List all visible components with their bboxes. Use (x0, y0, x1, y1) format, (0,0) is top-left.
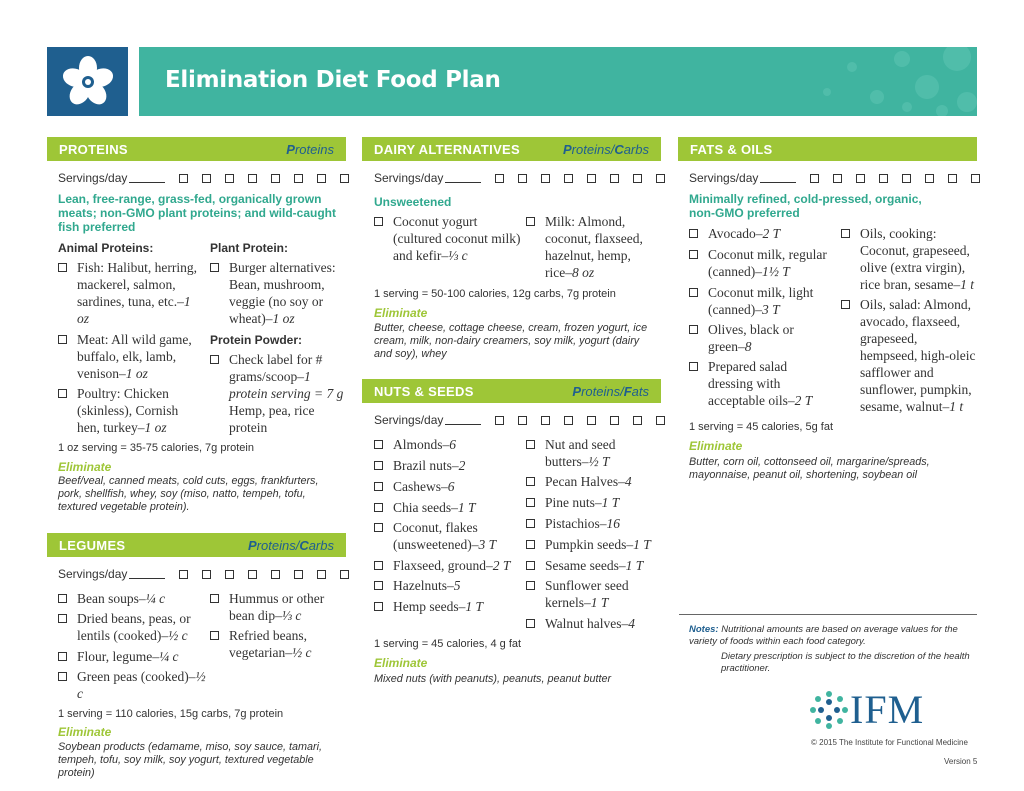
fats-serving-info: 1 serving = 45 calories, 5g fat (689, 421, 833, 433)
dairy-header (362, 137, 661, 161)
checkbox[interactable] (689, 325, 698, 334)
checkbox[interactable] (526, 519, 535, 528)
serving-checkbox[interactable] (656, 174, 665, 183)
food-item[interactable]: Refried beans, vegetarian–½ c (210, 627, 346, 661)
ifm-wordmark: IFM (850, 687, 925, 732)
checkbox[interactable] (526, 619, 535, 628)
checkbox[interactable] (374, 461, 383, 470)
food-item[interactable]: Poultry: Chicken (skinless), Cornish hen, turkey–1 oz (58, 385, 203, 436)
food-item[interactable]: Olives, black or green–8 (689, 321, 819, 355)
food-item[interactable]: Flour, legume–¼ c (58, 648, 208, 665)
fats-eliminate-label: Eliminate (689, 439, 743, 453)
serving-checkbox[interactable] (925, 174, 934, 183)
proteins-eliminate-label: Eliminate (58, 460, 112, 474)
ifm-logo (808, 686, 924, 733)
checkbox[interactable] (58, 263, 67, 272)
dairy-serving-info: 1 serving = 50-100 calories, 12g carbs, 7g protein (374, 288, 616, 300)
food-item[interactable]: Cashews–6 (374, 478, 524, 495)
notes-line-2: Dietary prescription is subject to the discretion of the health practitioner. (721, 651, 970, 674)
checkbox[interactable] (210, 355, 219, 364)
serving-checkbox[interactable] (248, 570, 257, 579)
plant-protein-heading: Plant Protein: (210, 241, 289, 255)
fats-title: FATS & OILS (690, 141, 773, 157)
dairy-title: DAIRY ALTERNATIVES (374, 141, 521, 157)
title-bar (139, 47, 977, 116)
food-item[interactable]: Fish: Halibut, herring, mackerel, salmon, sardines, tuna, etc.–1 oz (58, 259, 203, 327)
food-item[interactable]: Nut and seed butters–½ T (526, 436, 658, 470)
dairy-note: Unsweetened (374, 195, 452, 209)
checkbox[interactable] (374, 440, 383, 449)
flower-logo (47, 47, 128, 116)
checkbox[interactable] (374, 581, 383, 590)
checkbox[interactable] (689, 288, 698, 297)
serving-checkbox[interactable] (587, 174, 596, 183)
serving-checkbox[interactable] (948, 174, 957, 183)
serving-checkbox[interactable] (294, 174, 303, 183)
food-item[interactable]: Pumpkin seeds–1 T (526, 536, 662, 553)
serving-checkbox[interactable] (856, 174, 865, 183)
dairy-servings: Servings/day (374, 171, 665, 185)
fats-note: Minimally refined, cold-pressed, organic, non-GMO preferred (689, 192, 922, 220)
fats-servings: Servings/day (689, 171, 980, 185)
proteins-eliminate-text: Beef/veal, canned meats, cold cuts, eggs, frankfurters, pork, shellfish, whey, soy (miso, natto, tempeh, tofu, textured vegetable protein). (58, 475, 319, 513)
ifm-emblem-icon (808, 689, 850, 731)
food-item[interactable]: Oils, salad: Almond, avocado, flaxseed, grapeseed, hempseed, high-oleic safflower and sunflower, pumpkin, sesame, walnut–1 t (841, 296, 977, 415)
nuts-eliminate-text: Mixed nuts (with peanuts), peanuts, peanut butter (374, 673, 612, 685)
nuts-header (362, 379, 661, 403)
food-item[interactable]: Sesame seeds–1 T (526, 557, 658, 574)
serving-checkbox[interactable] (610, 174, 619, 183)
checkbox[interactable] (210, 631, 219, 640)
serving-checkbox[interactable] (633, 174, 642, 183)
flower-icon (58, 54, 118, 110)
checkbox[interactable] (58, 335, 67, 344)
checkbox[interactable] (526, 581, 535, 590)
checkbox[interactable] (374, 523, 383, 532)
checkbox[interactable] (689, 229, 698, 238)
nuts-eliminate-label: Eliminate (374, 656, 428, 670)
serving-checkbox[interactable] (202, 174, 211, 183)
checkbox[interactable] (210, 263, 219, 272)
proteins-note: Lean, free-range, grass-fed, organically grown meats; non-GMO plant proteins; and wild-caught fish preferred (58, 192, 336, 234)
proteins-header (47, 137, 346, 161)
food-item[interactable]: Dried beans, peas, or lentils (cooked)–½ c (58, 610, 208, 644)
food-item[interactable]: Pistachios–16 (526, 515, 658, 532)
checkbox[interactable] (526, 498, 535, 507)
serving-checkbox[interactable] (294, 570, 303, 579)
food-item[interactable]: Check label for # grams/scoop–1 protein serving = 7 g Hemp, pea, rice protein (210, 351, 350, 436)
nuts-category: Proteins/Fats (572, 383, 649, 399)
legumes-header (47, 533, 346, 557)
checkbox[interactable] (374, 482, 383, 491)
animal-proteins-heading: Animal Proteins: (58, 241, 154, 255)
serving-checkbox[interactable] (179, 174, 188, 183)
checkbox[interactable] (210, 594, 219, 603)
food-item[interactable]: Coconut milk, light (canned)–3 T (689, 284, 835, 318)
checkbox[interactable] (526, 540, 535, 549)
serving-checkbox[interactable] (902, 174, 911, 183)
serving-checkbox[interactable] (225, 174, 234, 183)
serving-checkbox[interactable] (879, 174, 888, 183)
nuts-title: NUTS & SEEDS (374, 383, 474, 399)
checkbox[interactable] (58, 614, 67, 623)
legumes-serving-info: 1 serving = 110 calories, 15g carbs, 7g protein (58, 708, 284, 720)
proteins-title: PROTEINS (59, 141, 128, 157)
checkbox[interactable] (374, 602, 383, 611)
protein-powder-heading: Protein Powder: (210, 333, 303, 347)
legumes-servings: Servings/day (58, 567, 349, 581)
proteins-servings: Servings/day (58, 171, 349, 185)
serving-checkbox[interactable] (317, 174, 326, 183)
checkbox[interactable] (58, 594, 67, 603)
checkbox[interactable] (374, 561, 383, 570)
food-item[interactable]: Almonds–6 (374, 436, 524, 453)
food-item[interactable]: Walnut halves–4 (526, 615, 658, 632)
checkbox[interactable] (58, 672, 67, 681)
checkbox[interactable] (689, 362, 698, 371)
checkbox[interactable] (841, 300, 850, 309)
serving-checkbox[interactable] (587, 416, 596, 425)
checkbox[interactable] (689, 250, 698, 259)
food-item[interactable]: Prepared salad dressing with acceptable oils–2 T (689, 358, 835, 409)
serving-checkbox[interactable] (633, 416, 642, 425)
serving-checkbox[interactable] (610, 416, 619, 425)
serving-checkbox[interactable] (518, 174, 527, 183)
serving-checkbox[interactable] (225, 570, 234, 579)
food-item[interactable]: Flaxseed, ground–2 T (374, 557, 526, 574)
serving-checkbox[interactable] (971, 174, 980, 183)
serving-checkbox[interactable] (340, 174, 349, 183)
serving-checkbox[interactable] (202, 570, 211, 579)
serving-checkbox[interactable] (271, 174, 280, 183)
food-item[interactable]: Coconut, flakes (unsweetened)–3 T (374, 519, 524, 553)
fats-header (678, 137, 977, 161)
serving-checkbox[interactable] (495, 416, 504, 425)
proteins-category: Proteins (286, 141, 334, 157)
dairy-eliminate-text: Butter, cheese, cottage cheese, cream, frozen yogurt, ice cream, milk, non-dairy creamers, soy milk, yogurt (dairy and soy), whey (374, 322, 648, 360)
serving-checkbox[interactable] (656, 416, 665, 425)
checkbox[interactable] (526, 440, 535, 449)
food-item[interactable]: Avocado–2 T (689, 225, 839, 242)
proteins-serving-info: 1 oz serving = 35-75 calories, 7g protein (58, 442, 254, 454)
notes-line-1: Notes: Nutritional amounts are based on average values for the variety of foods within each food category. (689, 624, 958, 647)
food-item[interactable]: Hemp seeds–1 T (374, 598, 524, 615)
serving-checkbox[interactable] (564, 416, 573, 425)
legumes-category: Proteins/Carbs (248, 537, 334, 553)
checkbox[interactable] (526, 561, 535, 570)
dairy-category: Proteins/Carbs (563, 141, 649, 157)
food-item[interactable]: Bean soups–¼ c (58, 590, 208, 607)
legumes-eliminate-label: Eliminate (58, 725, 112, 739)
serving-checkbox[interactable] (810, 174, 819, 183)
checkbox[interactable] (58, 389, 67, 398)
fats-eliminate-text: Butter, corn oil, cottonseed oil, margarine/spreads, mayonnaise, peanut oil, shortening, soybean oil (689, 456, 930, 481)
serving-checkbox[interactable] (317, 570, 326, 579)
food-item[interactable]: Sunflower seed kernels–1 T (526, 577, 644, 611)
decorative-dots (807, 47, 977, 116)
serving-checkbox[interactable] (248, 174, 257, 183)
checkbox[interactable] (841, 229, 850, 238)
nuts-servings: Servings/day (374, 413, 665, 427)
serving-checkbox[interactable] (541, 416, 550, 425)
nuts-serving-info: 1 serving = 45 calories, 4 g fat (374, 638, 522, 650)
food-item[interactable]: Hazelnuts–5 (374, 577, 524, 594)
food-item[interactable]: Meat: All wild game, buffalo, elk, lamb, venison–1 oz (58, 331, 203, 382)
serving-checkbox[interactable] (833, 174, 842, 183)
serving-checkbox[interactable] (564, 174, 573, 183)
legumes-title: LEGUMES (59, 537, 126, 553)
serving-checkbox[interactable] (271, 570, 280, 579)
food-item[interactable]: Burger alternatives: Bean, mushroom, veggie (no soy or wheat)–1 oz (210, 259, 346, 327)
checkbox[interactable] (58, 652, 67, 661)
dairy-eliminate-label: Eliminate (374, 306, 428, 320)
food-item[interactable]: Hummus or other bean dip–⅓ c (210, 590, 346, 624)
checkbox[interactable] (374, 503, 383, 512)
food-item[interactable]: Oils, cooking: Coconut, grapeseed, olive (extra virgin), rice bran, sesame–1 t (841, 225, 977, 293)
page-title: Elimination Diet Food Plan (165, 67, 501, 93)
serving-checkbox[interactable] (518, 416, 527, 425)
food-item[interactable]: Pine nuts–1 T (526, 494, 658, 511)
food-item[interactable]: Chia seeds–1 T (374, 499, 524, 516)
food-item[interactable]: Green peas (cooked)–½ c (58, 668, 208, 702)
checkbox[interactable] (526, 477, 535, 486)
food-item[interactable]: Coconut yogurt (cultured coconut milk) and kefir–⅓ c (374, 213, 522, 264)
serving-checkbox[interactable] (541, 174, 550, 183)
version: Version 5 (944, 757, 978, 766)
food-item[interactable]: Coconut milk, regular (canned)–1½ T (689, 246, 839, 280)
legumes-eliminate-text: Soybean products (edamame, miso, soy sauce, tamari, tempeh, tofu, soy milk, soy yogurt, textured vegetable protein) (58, 741, 323, 779)
checkbox[interactable] (526, 217, 535, 226)
checkbox[interactable] (374, 217, 383, 226)
serving-checkbox[interactable] (179, 570, 188, 579)
food-item[interactable]: Milk: Almond, coconut, flaxseed, hazelnut, hemp, rice–8 oz (526, 213, 658, 281)
copyright: © 2015 The Institute for Functional Medicine (811, 738, 968, 747)
notes-divider (679, 614, 977, 615)
food-item[interactable]: Brazil nuts–2 (374, 457, 524, 474)
serving-checkbox[interactable] (495, 174, 504, 183)
serving-checkbox[interactable] (340, 570, 349, 579)
food-item[interactable]: Pecan Halves–4 (526, 473, 658, 490)
